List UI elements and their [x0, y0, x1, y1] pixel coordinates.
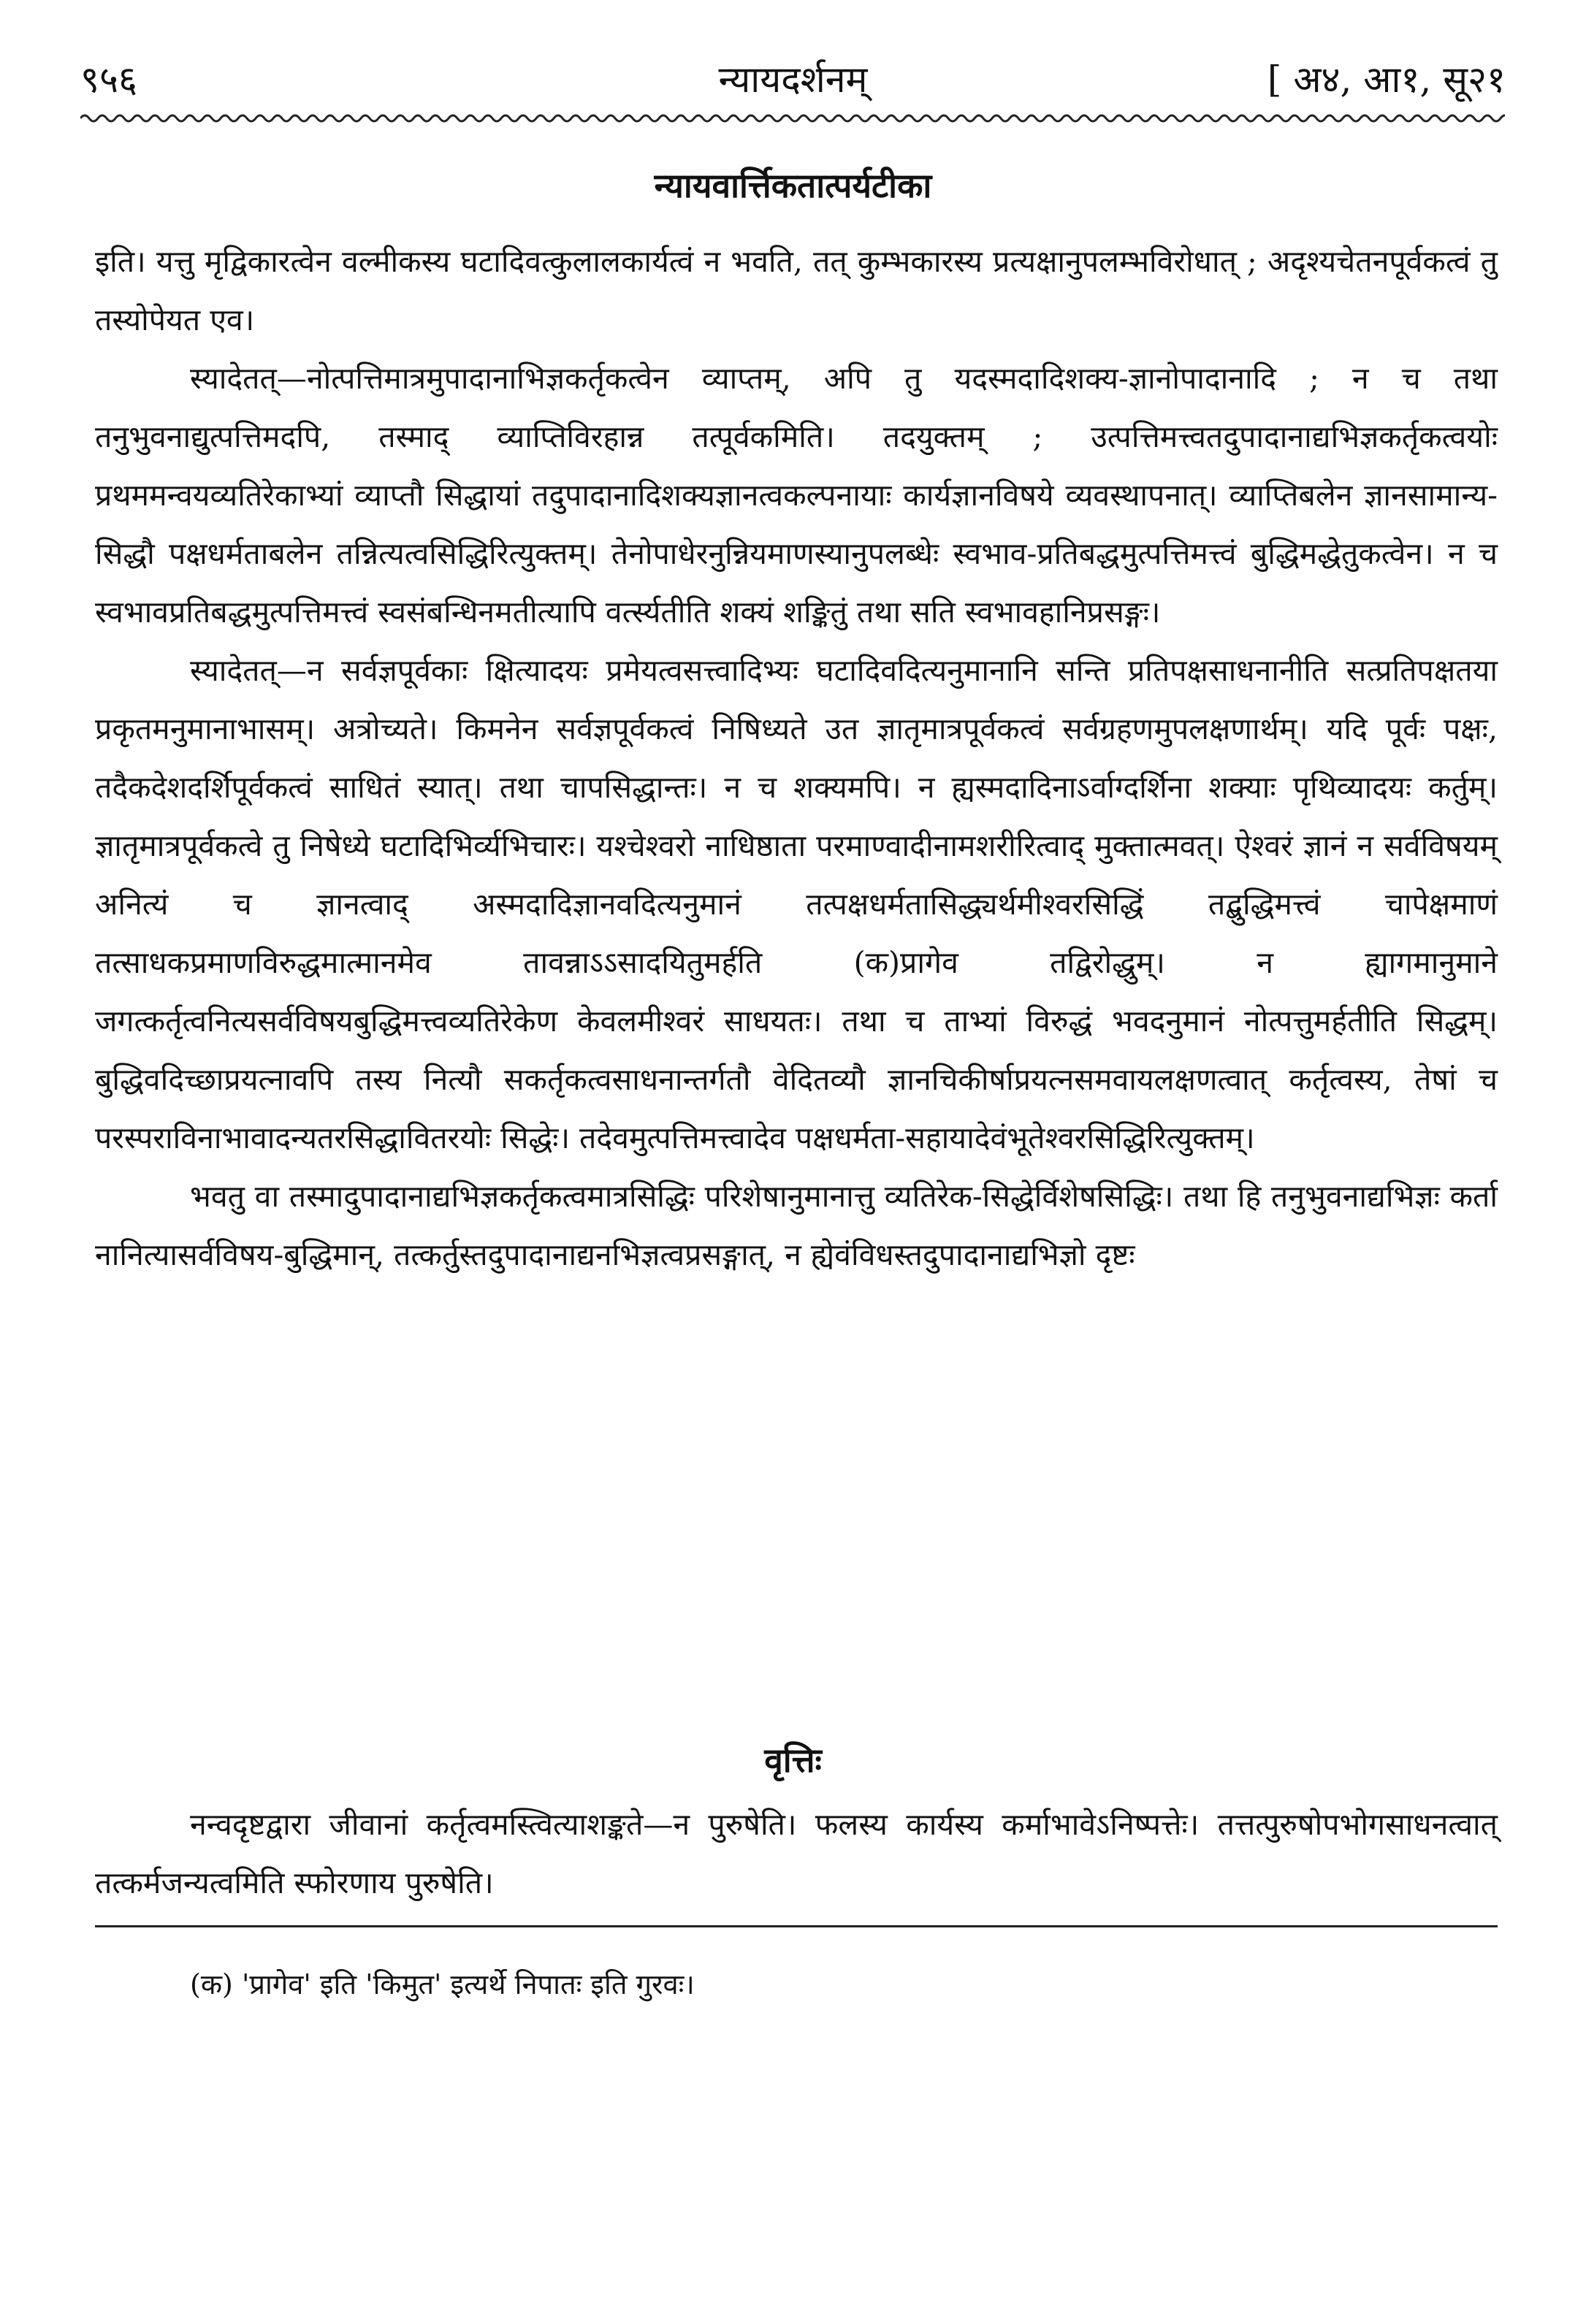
- footnote-marker: (क): [190, 1968, 233, 2000]
- paragraph: भवतु वा तस्मादुपादानाद्यभिज्ञकर्तृकत्वमात्रसिद्धिः परिशेषानुमानात्तु व्यतिरेक-सिद्धेर्विशेषसिद्धिः। तथा हि तनुभुवनाद्यभिज्ञः कर्ता नानित्यासर्वविषय-बुद्धिमान्, तत्कर्तुस्तदुपादानाद्यनभिज्ञत्वप्रसङ्गात्, न ह्येवंविधस्तदुपादानाद्यभिज्ञो दृष्टः: [95, 1179, 1498, 1272]
- vritti-text: [95, 1795, 1498, 1912]
- paragraph: इति। यत्तु मृद्विकारत्वेन वल्मीकस्य घटादिवत्कुलालकार्यत्वं न भवति, तत् कुम्भकारस्य प्रत्यक्षानुपलम्भविरोधात् ; अदृश्यचेतनपूर्वकत्वं तु तस्योपेयत एव।: [95, 244, 1498, 337]
- chapter-reference: [ अ४, आ१, सू२१: [1267, 58, 1506, 101]
- wavy-header-rule: [80, 110, 1505, 127]
- paragraph: स्यादेतत्—नोत्पत्तिमात्रमुपादानाभिज्ञकर्तृकत्वेन व्याप्तम्, अपि तु यदस्मदादिशक्य-ज्ञानोपादानादि ; न च तथा तनुभुवनाद्युत्पत्तिमदपि, तस्माद् व्याप्तिविरहान्न तत्पूर्वकमिति। तदयुक्तम् ; उत्पत्तिमत्त्वतदुपादानाद्यभिज्ञकर्तृकत्वयोः प्रथममन्वयव्यतिरेकाभ्यां व्याप्तौ सिद्धायां तदुपादानादिशक्यज्ञानत्वकल्पनायाः कार्यज्ञानविषये व्यवस्थापनात्। व्याप्तिबलेन ज्ञानसामान्य-सिद्धौ पक्षधर्मताबलेन तन्नित्यत्वसिद्धिरित्युक्तम्। तेनोपाधेरनुन्नियमाणस्यानुपलब्धेः स्वभाव-प्रतिबद्धमुत्पत्तिमत्त्वं बुद्धिमद्धेतुकत्वेन। न च स्वभावप्रतिबद्धमुत्पत्तिमत्त्वं स्वसंबन्धिनमतीत्यापि वर्त्स्यतीति शक्यं शङ्कितुं तथा सति स्वभावहानिप्रसङ्गः।: [95, 361, 1498, 630]
- running-header: [80, 45, 1506, 111]
- vritti-heading: वृत्तिः: [764, 1740, 822, 1780]
- paragraph: नन्वदृष्टद्वारा जीवानां कर्तृत्वमस्त्वित्याशङ्कते—न पुरुषेति। फलस्य कार्यस्य कर्माभावेऽनिष्पत्तेः। तत्तत्पुरुषोपभोगसाधनत्वात् तत्कर्मजन्यत्वमिति स्फोरणाय पुरुषेति।: [95, 1807, 1498, 1900]
- page-number: ९५६: [80, 58, 137, 101]
- footnote-separator: [95, 1925, 1498, 1927]
- commentary-text: [95, 232, 1498, 1284]
- book-title: न्यायदर्शनम्: [718, 58, 868, 101]
- paragraph: स्यादेतत्—न सर्वज्ञपूर्वकाः क्षित्यादयः प्रमेयत्वसत्त्वादिभ्यः घटादिवदित्यनुमानानि सन्ति प्रतिपक्षसाधनानीति सत्प्रतिपक्षतया प्रकृतमनुमानाभासम्। अत्रोच्यते। किमनेन सर्वज्ञपूर्वकत्वं निषिध्यते उत ज्ञातृमात्रपूर्वकत्वं सर्वग्रहणमुपलक्षणार्थम्। यदि पूर्वः पक्षः, तदैकदेशदर्शिपूर्वकत्वं साधितं स्यात्। तथा चापसिद्धान्तः। न च शक्यमपि। न ह्यस्मदादिनाऽर्वाग्दर्शिना शक्याः पृथिव्यादयः कर्तुम्। ज्ञातृमात्रपूर्वकत्वे तु निषेध्ये घटादिभिर्व्यभिचारः। यश्चेश्वरो नाधिष्ठाता परमाण्वादीनामशरीरित्वाद् मुक्तात्मवत्। ऐश्वरं ज्ञानं न सर्वविषयम् अनित्यं च ज्ञानत्वाद् अस्मदादिज्ञानवदित्यनुमानं तत्पक्षधर्मतासिद्ध्यर्थमीश्वरसिद्धिं तद्बुद्धिमत्त्वं चापेक्षमाणं तत्साधकप्रमाणविरुद्धमात्मानमेव तावन्नाऽऽसादयितुमर्हति (क)प्रागेव तद्विरोद्धुम्। न ह्यागमानुमाने जगत्कर्तृत्वनित्यसर्वविषयबुद्धिमत्त्वव्यतिरेकेण केवलमीश्वरं साधयतः। तथा च ताभ्यां विरुद्धं भवदनुमानं नोत्पत्तुमर्हतीति सिद्धम्। बुद्धिवदिच्छाप्रयत्नावपि तस्य नित्यौ सकर्तृकत्वसाधनान्तर्गतौ वेदितव्यौ ज्ञानचिकीर्षाप्रयत्नसमवायलक्षणत्वात् कर्तृत्वस्य, तेषां च परस्पराविनाभावादन्यतरसिद्धावितरयोः सिद्धेः। तदेवमुत्पत्तिमत्त्वादेव पक्षधर्मता-सहायादेवंभूतेश्वरसिद्धिरित्युक्तम्।: [95, 653, 1498, 1155]
- commentary-heading: न्यायवार्त्तिकतात्पर्यटीका: [654, 166, 932, 205]
- footnote: [190, 1965, 695, 2003]
- footnote-text: 'प्रागेव' इति 'किमुत' इत्यर्थे निपातः इति गुरवः।: [241, 1968, 695, 2000]
